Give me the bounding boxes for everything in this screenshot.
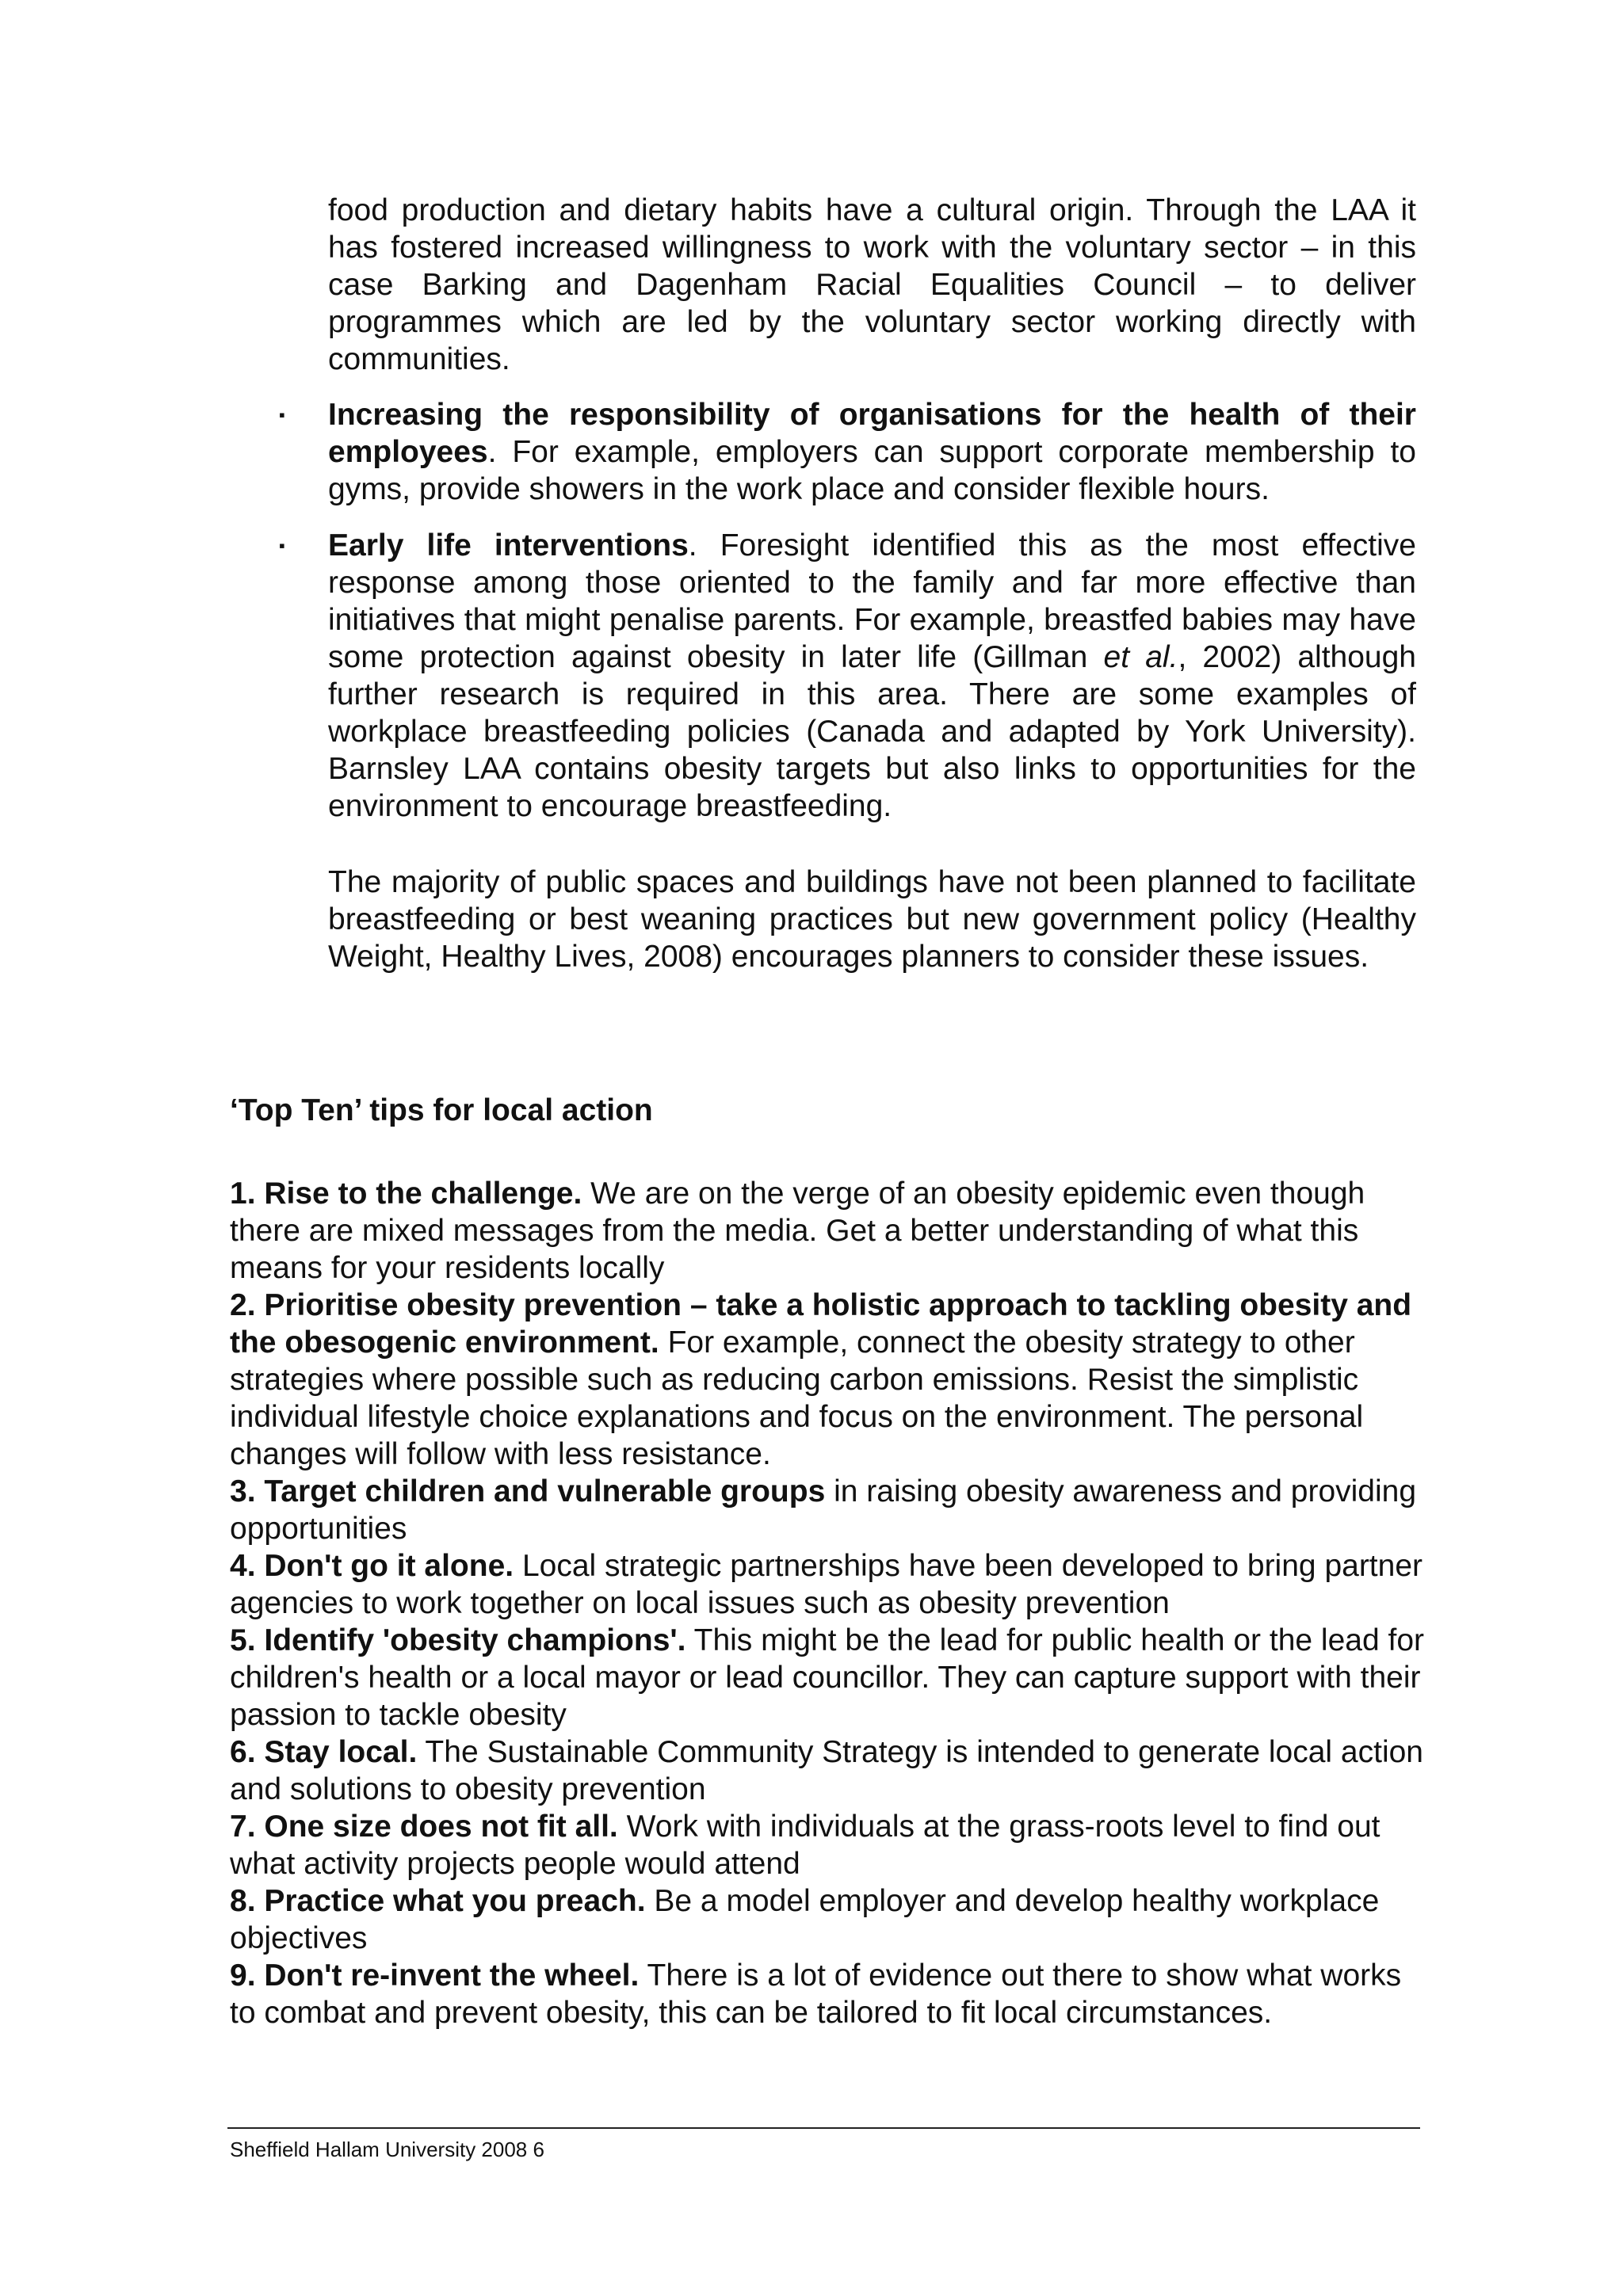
- tip-text: For example, connect the obesity strategy to other strategies where possible such as reducing carbon emissions. Resist the simplistic individual lifestyle choice explanations and focus on the environment. The personal changes will follow with less resistance.: [230, 1325, 1364, 1471]
- tip-text: in raising obesity awareness and providing opportunities: [230, 1474, 1417, 1546]
- bullet-bold-lead: Early life interventions: [328, 528, 689, 563]
- tip-item: [230, 1473, 1434, 1547]
- tip-text: This might be the lead for public health or the lead for children's health or a local mayor or lead councillor. They can capture support with their passion to tackle obesity: [230, 1623, 1425, 1732]
- bullet-text: . Foresight identified this as the most effective response among those oriented to the family and far more effective than initiatives that might penalise parents. For example, breastfed babies may have some protection against obesity in later life (Gillman: [328, 528, 1416, 674]
- tip-bold-lead: 9. Don't re-invent the wheel.: [230, 1958, 640, 1993]
- tip-text: There is a lot of evidence out there to show what works to combat and prevent obesity, this can be tailored to fit local circumstances.: [230, 1958, 1402, 2030]
- tip-item: [230, 1547, 1434, 1622]
- bullet-text: , 2002) although further research is required in this area. There are some examples of workplace breastfeeding policies (Canada and adapted by York University). Barnsley LAA contains obesity targets but also links to opportunities for the environment to encourage breastfeeding.: [328, 640, 1416, 823]
- bullet-continuation-paragraph: The majority of public spaces and buildings have not been planned to facilitate breastfeeding or best weaning practices but new government policy (Healthy Weight, Healthy Lives, 2008) encourages planners to consider these issues.: [328, 865, 1416, 974]
- tip-bold-lead: 5. Identify 'obesity champions'.: [230, 1623, 686, 1657]
- intro-paragraph: food production and dietary habits have a cultural origin. Through the LAA it has fostered increased willingness to work with the voluntary sector – in this case Barking and Dagenham Racial Equalities Council – to deliver programmes which are led by the voluntary sector working directly with communities.: [328, 193, 1416, 376]
- tips-list: [230, 1175, 1434, 2031]
- footer-divider: [227, 2127, 1420, 2129]
- bullet-item: [279, 527, 1416, 825]
- tip-text: The Sustainable Community Strategy is intended to generate local action and solutions to obesity prevention: [230, 1735, 1423, 1806]
- tip-item: [230, 1622, 1434, 1733]
- tip-bold-lead: 7. One size does not fit all.: [230, 1810, 618, 1844]
- tip-bold-lead: 4. Don't go it alone.: [230, 1549, 514, 1583]
- bullet-text: . For example, employers can support corporate membership to gyms, provide showers in the work place and consider flexible hours.: [328, 435, 1416, 506]
- bullet-item: [279, 396, 1416, 508]
- tip-item: [230, 1882, 1434, 1957]
- section-heading: ‘Top Ten’ tips for local action: [230, 1093, 653, 1127]
- bullet-marker-icon: ▪: [279, 405, 285, 425]
- bullet-marker-icon: ▪: [279, 536, 285, 555]
- tip-bold-lead: 1. Rise to the challenge.: [230, 1177, 582, 1211]
- tip-bold-lead: 6. Stay local.: [230, 1735, 418, 1769]
- tip-text: Local strategic partnerships have been developed to bring partner agencies to work together on local issues such as obesity prevention: [230, 1549, 1423, 1620]
- footer-text: Sheffield Hallam University 2008 6: [230, 2138, 544, 2161]
- tip-item: [230, 1287, 1434, 1473]
- tip-item: [230, 1175, 1434, 1287]
- tip-bold-lead: 3. Target children and vulnerable groups: [230, 1474, 826, 1508]
- tip-text: We are on the verge of an obesity epidemic even though there are mixed messages from the media. Get a better understanding of what this means for your residents locally: [230, 1177, 1365, 1285]
- bullet-bold-lead: Increasing the responsibility of organisations for the health of their employees: [328, 398, 1416, 469]
- tip-text: Work with individuals at the grass-roots level to find out what activity projects people would attend: [230, 1810, 1381, 1881]
- tip-item: [230, 1957, 1434, 2031]
- tip-item: [230, 1808, 1434, 1882]
- bullet-italic-citation: et al.: [1103, 640, 1178, 674]
- tip-item: [230, 1733, 1434, 1808]
- tip-bold-lead: 2. Prioritise obesity prevention – take a holistic approach to tackling obesity and the obesogenic environment.: [230, 1288, 1412, 1360]
- tip-text: Be a model employer and develop healthy workplace objectives: [230, 1884, 1380, 1955]
- tip-bold-lead: 8. Practice what you preach.: [230, 1884, 646, 1918]
